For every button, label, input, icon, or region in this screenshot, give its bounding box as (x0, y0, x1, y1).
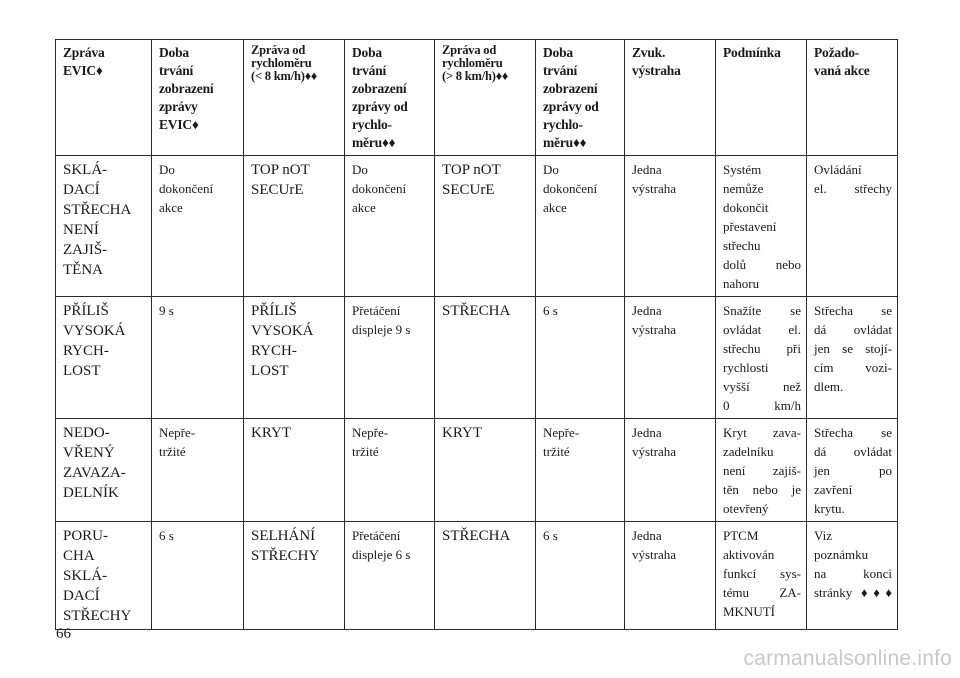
cell-line: SKLÁ- (63, 162, 108, 178)
cell-line: Doba (543, 45, 573, 60)
cell-line: SECUrE (251, 182, 304, 198)
cell-line: SECUrE (442, 182, 495, 198)
cell-line: nemůže (723, 181, 764, 196)
cell-line: tržité (352, 444, 379, 459)
cell-line: displeje 6 s (352, 547, 411, 562)
cell-condition (716, 297, 807, 419)
cell-line: aktivován (723, 547, 775, 562)
cell-line: Do (543, 162, 559, 177)
cell-line: trvání (352, 63, 387, 78)
table-row (56, 297, 898, 419)
cell-line: EVIC♦ (159, 117, 199, 132)
cell-line: na konci (814, 566, 892, 581)
message-table (55, 39, 898, 630)
cell-condition (716, 522, 807, 630)
cell-line: PTCM (723, 528, 759, 543)
cell-line: zobrazení (352, 81, 407, 96)
cell-line: Podmínka (723, 45, 781, 60)
cell-line: (< 8 km/h)♦♦ (251, 69, 318, 83)
watermark: carmanualsonline.info (743, 647, 952, 670)
table-header-row (56, 40, 898, 156)
cell-line: PORU- (63, 528, 109, 544)
cell-message (56, 297, 152, 419)
header-speedo-high-duration (536, 40, 625, 156)
cell-line: EVIC♦ (63, 63, 103, 78)
cell-line: Střecha se (814, 303, 892, 318)
cell-line: STŘECHA (63, 202, 132, 218)
cell-line: ZAJIŠ- (63, 242, 108, 258)
cell-line: TOP nOT (442, 162, 501, 178)
cell-line: SELHÁNÍ (251, 528, 316, 544)
cell-line: displeje 9 s (352, 322, 411, 337)
cell-line: otevřený (723, 501, 769, 516)
cell-line: KRYT (442, 425, 483, 441)
cell-line: funkcí sys- (723, 566, 801, 581)
cell-speedo-high-duration (536, 297, 625, 419)
cell-speedo-high-message (435, 419, 536, 522)
cell-line: STŘECHA (442, 528, 511, 544)
cell-line: VYSOKÁ (63, 323, 126, 339)
header-sound-warning (625, 40, 716, 156)
cell-line: Snažíte se (723, 303, 801, 318)
cell-line: zobrazení (543, 81, 598, 96)
cell-line: Jedna (632, 303, 662, 318)
cell-line: Střecha se (814, 425, 892, 440)
cell-speedo-high-duration (536, 522, 625, 630)
cell-line: krytu. (814, 501, 845, 516)
cell-line: tému ZA- (723, 585, 801, 600)
cell-line: ovládat el. (723, 322, 801, 337)
cell-line: 6 s (543, 528, 558, 543)
cell-line: výstraha (632, 444, 677, 459)
cell-line: dokončení (352, 181, 407, 196)
cell-line: akce (543, 200, 567, 215)
cell-line: Do (352, 162, 368, 177)
cell-line: DACÍ (63, 588, 100, 604)
cell-line: akce (352, 200, 376, 215)
header-required-action (807, 40, 898, 156)
cell-line: měru♦♦ (543, 135, 587, 150)
cell-line: měru♦♦ (352, 135, 396, 150)
cell-line: Do (159, 162, 175, 177)
cell-line: TĚNA (63, 262, 103, 278)
cell-line: cím vozi- (814, 360, 892, 375)
header-speedo-high-message (435, 40, 536, 156)
cell-line: LOST (63, 363, 101, 379)
cell-speedo-low-message (244, 522, 345, 630)
cell-line: tržité (159, 444, 186, 459)
cell-line: LOST (251, 363, 289, 379)
cell-evic-duration (152, 297, 244, 419)
cell-line: Ovládání (814, 162, 862, 177)
cell-line: 9 s (159, 303, 174, 318)
cell-line: STŘECHY (63, 608, 132, 624)
cell-speedo-high-message (435, 522, 536, 630)
cell-line: Zvuk. (632, 45, 666, 60)
cell-line: nahoru (723, 276, 760, 291)
cell-line: RYCH- (251, 343, 297, 359)
cell-line: dokončit (723, 200, 769, 215)
cell-line: TOP nOT (251, 162, 310, 178)
cell-line: dolů nebo (723, 257, 801, 272)
cell-line: NEDO- (63, 425, 110, 441)
cell-speedo-high-duration (536, 419, 625, 522)
cell-line: Jedna (632, 162, 662, 177)
cell-line: 6 s (159, 528, 174, 543)
table-row (56, 156, 898, 297)
cell-line: PŘÍLIŠ (63, 303, 109, 319)
cell-line: Zpráva od (251, 43, 306, 57)
cell-line: dokončení (159, 181, 214, 196)
cell-line: Viz (814, 528, 832, 543)
cell-line: Doba (352, 45, 382, 60)
cell-line: CHA (63, 548, 95, 564)
cell-line: Přetáčení (352, 528, 401, 543)
cell-line: 0 km/h (723, 398, 801, 413)
cell-line: RYCH- (63, 343, 109, 359)
cell-line: zobrazení (159, 81, 214, 96)
cell-message (56, 156, 152, 297)
cell-line: el. střechy (814, 181, 892, 196)
cell-line: těn nebo je (723, 482, 801, 497)
table-row (56, 419, 898, 522)
cell-line: rychlosti (723, 360, 769, 375)
cell-line: VYSOKÁ (251, 323, 314, 339)
cell-sound-warning (625, 297, 716, 419)
cell-line: jen se stojí- (814, 341, 892, 356)
cell-speedo-high-duration (536, 156, 625, 297)
cell-line: akce (159, 200, 183, 215)
cell-message (56, 419, 152, 522)
cell-line: zprávy od (543, 99, 599, 114)
cell-line: střechu při (723, 341, 801, 356)
cell-line: STŘECHA (442, 303, 511, 319)
cell-evic-duration (152, 522, 244, 630)
cell-line: rychlo- (352, 117, 392, 132)
cell-line: PŘÍLIŠ (251, 303, 297, 319)
header-evic-duration (152, 40, 244, 156)
cell-line: výstraha (632, 181, 677, 196)
cell-speedo-low-message (244, 156, 345, 297)
cell-line: DACÍ (63, 182, 100, 198)
cell-required-action (807, 522, 898, 630)
cell-speedo-high-message (435, 156, 536, 297)
cell-line: dá ovládat (814, 444, 892, 459)
page-number: 66 (56, 626, 71, 642)
cell-speedo-low-duration (345, 522, 435, 630)
cell-line: zadelníku (723, 444, 774, 459)
cell-line: Zpráva (63, 45, 105, 60)
cell-line: vyšší než (723, 379, 801, 394)
cell-sound-warning (625, 156, 716, 297)
cell-line: výstraha (632, 322, 677, 337)
table-row (56, 522, 898, 630)
cell-line: dlem. (814, 379, 844, 394)
cell-line: DELNÍK (63, 485, 119, 501)
cell-required-action (807, 297, 898, 419)
cell-line: Nepře- (159, 425, 196, 440)
cell-speedo-high-message (435, 297, 536, 419)
cell-line: Přetáčení (352, 303, 401, 318)
cell-message (56, 522, 152, 630)
cell-line: Systém (723, 162, 762, 177)
cell-speedo-low-message (244, 419, 345, 522)
cell-line: Požado- (814, 45, 860, 60)
cell-line: dokončení (543, 181, 598, 196)
header-condition (716, 40, 807, 156)
cell-line: VŘENÝ (63, 445, 115, 461)
cell-evic-duration (152, 156, 244, 297)
cell-sound-warning (625, 419, 716, 522)
cell-required-action (807, 156, 898, 297)
cell-line: zavření (814, 482, 853, 497)
cell-speedo-low-duration (345, 297, 435, 419)
cell-line: Jedna (632, 425, 662, 440)
cell-line: Kryt zava- (723, 425, 801, 440)
cell-line: jen po (814, 463, 892, 478)
cell-line: tržité (543, 444, 570, 459)
cell-line: stránky ♦♦♦ (814, 585, 892, 600)
cell-line: zprávy (159, 99, 198, 114)
cell-line: STŘECHY (251, 548, 320, 564)
cell-line: výstraha (632, 63, 681, 78)
cell-required-action (807, 419, 898, 522)
cell-line: KRYT (251, 425, 292, 441)
cell-evic-duration (152, 419, 244, 522)
cell-line: výstraha (632, 547, 677, 562)
cell-line: rychloměru (442, 56, 503, 70)
cell-speedo-low-duration (345, 156, 435, 297)
cell-line: Zpráva od (442, 43, 497, 57)
header-speedo-low-duration (345, 40, 435, 156)
cell-line: (> 8 km/h)♦♦ (442, 69, 509, 83)
cell-line: střechu (723, 238, 761, 253)
cell-line: Nepře- (352, 425, 389, 440)
cell-speedo-low-duration (345, 419, 435, 522)
cell-line: ZAVAZA- (63, 465, 126, 481)
cell-line: 6 s (543, 303, 558, 318)
cell-line: dá ovládat (814, 322, 892, 337)
cell-line: MKNUTÍ (723, 604, 775, 619)
cell-line: rychlo- (543, 117, 583, 132)
cell-line: Doba (159, 45, 189, 60)
header-speedo-low-message (244, 40, 345, 156)
cell-line: rychloměru (251, 56, 312, 70)
cell-line: není zajiš- (723, 463, 801, 478)
cell-line: poznámku (814, 547, 869, 562)
cell-speedo-low-message (244, 297, 345, 419)
cell-condition (716, 156, 807, 297)
cell-condition (716, 419, 807, 522)
cell-line: přestavení (723, 219, 777, 234)
cell-sound-warning (625, 522, 716, 630)
cell-line: vaná akce (814, 63, 870, 78)
cell-line: zprávy od (352, 99, 408, 114)
cell-line: Nepře- (543, 425, 580, 440)
header-evic-message (56, 40, 152, 156)
cell-line: SKLÁ- (63, 568, 108, 584)
cell-line: trvání (543, 63, 578, 78)
cell-line: Jedna (632, 528, 662, 543)
cell-line: trvání (159, 63, 194, 78)
cell-line: NENÍ (63, 222, 99, 238)
